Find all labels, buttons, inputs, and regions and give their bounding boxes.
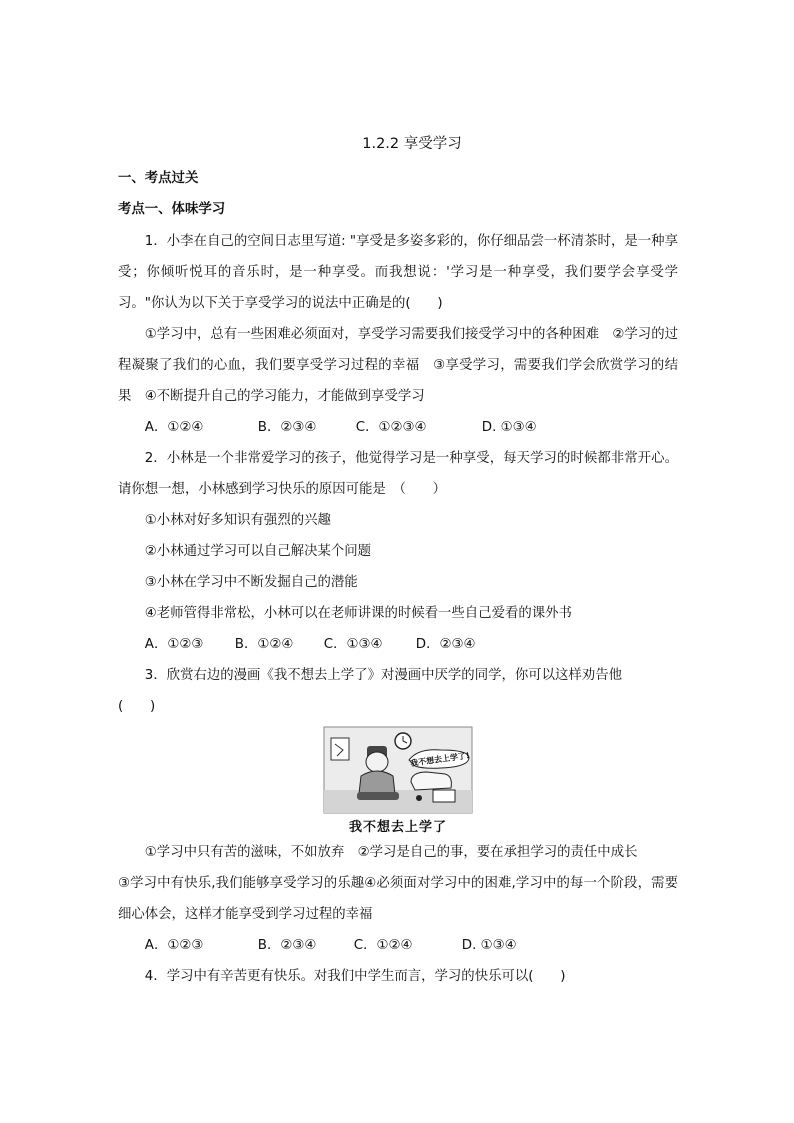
cartoon-drawing <box>323 726 473 814</box>
question-2-stem: 2．小林是一个非常爱学习的孩子，他觉得学习是一种享受，每天学习的时候都非常开心。请你想一想，小林感到学习快乐的原因可能是 （ ） <box>118 451 678 497</box>
question-3-bracket: ( ) <box>118 699 156 714</box>
question-2-option-c: C．①③④ <box>323 637 383 652</box>
document-page <box>118 132 678 992</box>
cartoon-figure <box>118 726 678 835</box>
question-4-stem: 4．学习中有辛苦更有快乐。对我们中学生而言，学习的快乐可以( ) <box>144 969 566 984</box>
question-3-option-b: B．②③④ <box>257 938 317 953</box>
question-1-statements: ①学习中，总有一些困难必须面对，享受学习需要我们接受学习中的各种困难 ②学习的过程凝聚了我们的心血，我们要享受学习过程的幸福 ③享受学习，需要我们学会欣赏学习的结果 ④不断提升自己的学习能力，才能做到享受学习 <box>118 327 678 404</box>
question-3-option-d: D. ①③④ <box>461 938 517 953</box>
question-1-option-a: A．①②④ <box>144 420 204 435</box>
question-3-stem: 3．欣赏右边的漫画《我不想去上学了》对漫画中厌学的同学，你可以这样劝告他 <box>144 668 622 683</box>
cartoon-caption: 我不想去上学了 <box>348 820 447 835</box>
page-title: 1.2.2 享受学习 <box>362 136 462 152</box>
question-1-option-c: C．①②③④ <box>355 420 427 435</box>
question-3-options <box>118 930 678 961</box>
cartoon-speech-text: 我不想去上学了! <box>409 750 471 769</box>
question-2-option-b: B．①②④ <box>234 637 294 652</box>
question-2-item-4: ④老师管得非常松，小林可以在老师讲课的时候看一些自己爱看的课外书 <box>144 606 572 621</box>
question-3-option-a: A．①②③ <box>144 938 204 953</box>
subsection-heading: 考点一、体味学习 <box>118 202 226 217</box>
question-2-option-a: A．①②③ <box>144 637 204 652</box>
section-heading: 一、考点过关 <box>118 171 199 186</box>
question-2-options <box>118 629 678 660</box>
question-3-statements-line1: ①学习中只有苦的滋味，不如放弃 ②学习是自己的事，要在承担学习的责任中成长 <box>144 845 638 860</box>
question-1-option-b: B．②③④ <box>257 420 317 435</box>
question-1-stem: 1．小李在自己的空间日志里写道: "享受是多姿多彩的，你仔细品尝一杯清茶时，是一种享受；你倾听悦耳的音乐时，是一种享受。而我想说：'学习是一种享受，我们要学会享受学习。"你认为以下关于享受学习的说法中正确是的( ) <box>118 234 678 311</box>
question-2-option-d: D．②③④ <box>415 637 476 652</box>
question-2-item-3: ③小林在学习中不断发掘自己的潜能 <box>144 575 358 590</box>
question-2-item-2: ②小林通过学习可以自己解决某个问题 <box>144 544 372 559</box>
cartoon-image <box>323 726 473 835</box>
question-2-item-1: ①小林对好多知识有强烈的兴趣 <box>144 513 331 528</box>
question-3-statements-rest: ③学习中有快乐,我们能够享受学习的乐趣④必须面对学习中的困难,学习中的每一个阶段，需要细心体会，这样才能享受到学习过程的幸福 <box>118 876 678 922</box>
question-3-option-c: C．①②④ <box>353 938 413 953</box>
question-1-option-d: D. ①③④ <box>481 420 537 435</box>
question-1-options <box>118 412 678 443</box>
